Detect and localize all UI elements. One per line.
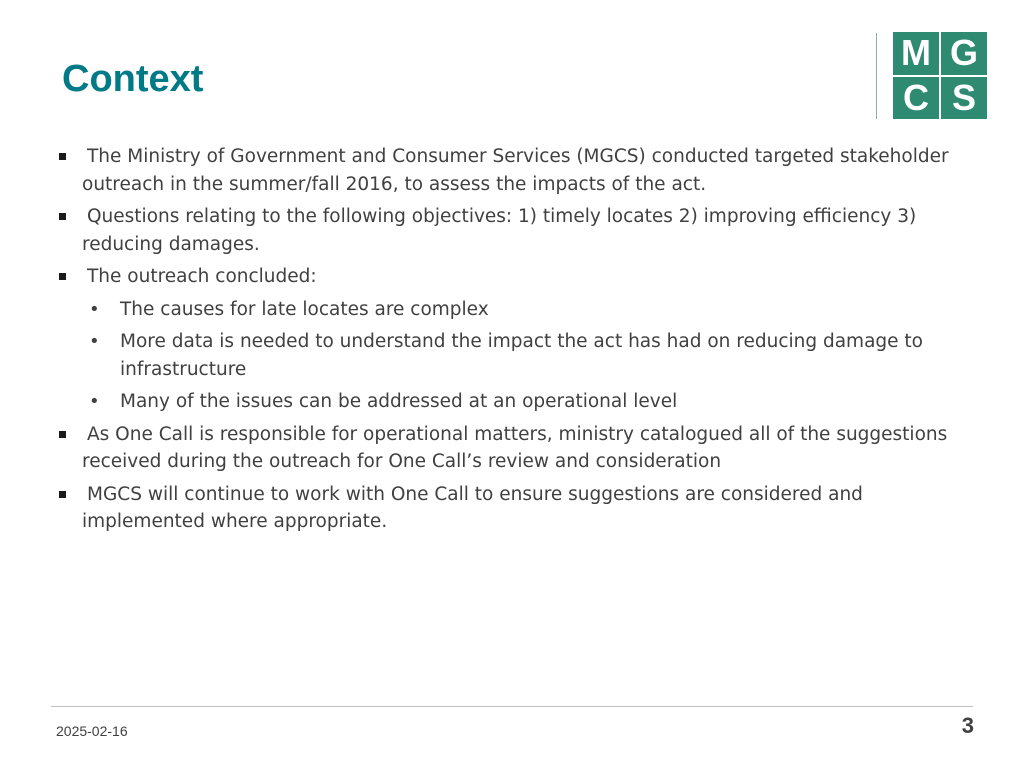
bullet-text: MGCS will continue to work with One Call to ensure suggestions are considered and implemented where appropriate.	[82, 483, 863, 532]
bullet-item	[56, 143, 966, 198]
bullet-text: The Ministry of Government and Consumer Services (MGCS) conducted targeted stakeholder outreach in the summer/fall 2016, to assess the impacts of the act.	[82, 146, 949, 195]
square-bullet-icon	[59, 491, 66, 498]
logo-divider	[876, 33, 877, 119]
square-bullet-icon	[59, 273, 66, 280]
square-bullet-icon	[59, 213, 66, 220]
bullet-text: As One Call is responsible for operational matters, ministry catalogued all of the suggestions received during the outreach for One Call’s review and consideration	[82, 423, 948, 472]
mgcs-logo	[893, 32, 987, 119]
square-bullet-icon	[59, 431, 66, 438]
sub-bullet-text: The causes for late locates are complex	[120, 298, 489, 320]
footer-date: 2025-02-16	[56, 723, 128, 739]
slide-title: Context	[62, 58, 204, 100]
bullet-text: Questions relating to the following objectives: 1) timely locates 2) improving efficiency 3) reducing damages.	[82, 206, 917, 255]
page-number: 3	[961, 713, 974, 738]
footer-divider	[51, 706, 973, 707]
sub-bullet-item	[56, 296, 966, 324]
round-bullet-icon: •	[89, 331, 100, 352]
square-bullet-icon	[59, 153, 66, 160]
sub-bullet-list	[56, 296, 966, 416]
sub-bullet-text: More data is needed to understand the impact the act has had on reducing damage to infrastructure	[120, 331, 923, 380]
round-bullet-icon: •	[89, 391, 100, 412]
sub-bullet-item	[56, 388, 966, 416]
sub-bullet-text: Many of the issues can be addressed at an operational level	[120, 391, 678, 412]
logo-letter-s: S	[941, 77, 987, 120]
slide-body	[56, 143, 966, 541]
bullet-item	[56, 263, 966, 291]
round-bullet-icon: •	[89, 298, 100, 320]
bullet-text: The outreach concluded:	[87, 266, 317, 287]
sub-bullet-item	[56, 328, 966, 383]
bullet-item	[56, 203, 966, 258]
bullet-item	[56, 421, 966, 476]
bullet-item	[56, 481, 966, 536]
logo-letter-g: G	[941, 32, 987, 75]
logo-letter-m: M	[893, 32, 939, 75]
logo-letter-c: C	[893, 77, 939, 120]
